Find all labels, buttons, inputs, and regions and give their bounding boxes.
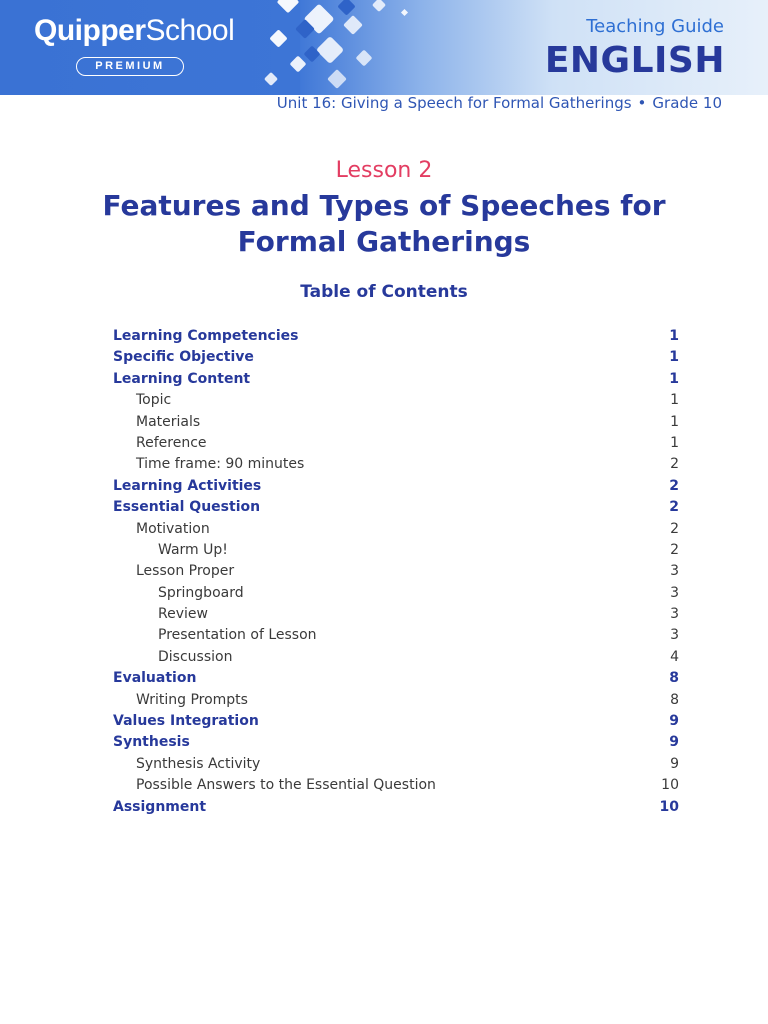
toc-entry-label: Warm Up! bbox=[158, 541, 228, 558]
page-header bbox=[0, 0, 768, 95]
toc-entry-page: 1 bbox=[670, 434, 679, 451]
toc-entry-page: 3 bbox=[670, 563, 679, 580]
toc-entry-label: Reference bbox=[136, 434, 207, 451]
toc-entry-page: 1 bbox=[669, 370, 679, 387]
subject-title: ENGLISH bbox=[544, 40, 725, 81]
toc-entry-label: Presentation of Lesson bbox=[158, 627, 317, 644]
toc-entry[interactable] bbox=[113, 690, 679, 711]
unit-grade-line bbox=[277, 94, 722, 112]
table-of-contents bbox=[113, 326, 679, 818]
toc-entry[interactable] bbox=[113, 775, 679, 796]
toc-entry-label: Assignment bbox=[113, 798, 207, 815]
toc-entry[interactable] bbox=[113, 668, 679, 689]
toc-entry[interactable] bbox=[113, 604, 679, 625]
toc-entry-label: Review bbox=[158, 606, 208, 623]
toc-entry-page: 2 bbox=[669, 477, 679, 494]
toc-entry-label: Topic bbox=[136, 392, 172, 409]
diamond-pattern-icon bbox=[262, 0, 422, 95]
toc-entry-page: 9 bbox=[670, 755, 679, 772]
toc-entry-page: 3 bbox=[670, 606, 679, 623]
toc-entry-page: 4 bbox=[670, 648, 679, 665]
toc-entry[interactable] bbox=[113, 497, 679, 518]
toc-entry[interactable] bbox=[113, 369, 679, 390]
toc-entry-page: 1 bbox=[669, 328, 679, 344]
toc-entry-page: 8 bbox=[670, 691, 679, 708]
toc-entry-page: 10 bbox=[661, 777, 679, 794]
toc-entry[interactable] bbox=[113, 561, 679, 582]
toc-entry[interactable] bbox=[113, 647, 679, 668]
toc-entry-label: Lesson Proper bbox=[136, 563, 235, 580]
toc-entry-label: Learning Competencies bbox=[113, 328, 299, 344]
toc-entry[interactable] bbox=[113, 732, 679, 753]
toc-entry[interactable] bbox=[113, 433, 679, 454]
unit-title: Unit 16: Giving a Speech for Formal Gatherings bbox=[276, 94, 632, 112]
toc-entry[interactable] bbox=[113, 754, 679, 775]
toc-entry-label: Evaluation bbox=[113, 670, 197, 687]
toc-entry-label: Discussion bbox=[158, 648, 233, 665]
toc-entry-page: 1 bbox=[669, 349, 679, 366]
quipper-school-logo bbox=[34, 14, 234, 48]
toc-entry-page: 1 bbox=[670, 413, 679, 430]
toc-entry-page: 2 bbox=[670, 520, 679, 537]
toc-entry[interactable] bbox=[113, 797, 679, 818]
toc-entry-page: 9 bbox=[669, 713, 679, 730]
premium-badge: PREMIUM bbox=[76, 57, 184, 76]
toc-entry-page: 9 bbox=[669, 734, 679, 751]
toc-entry-label: Synthesis bbox=[113, 734, 190, 751]
toc-entry-label: Learning Activities bbox=[113, 477, 262, 494]
teaching-guide-label: Teaching Guide bbox=[586, 16, 724, 37]
toc-entry[interactable] bbox=[113, 326, 679, 347]
toc-entry-page: 3 bbox=[670, 584, 679, 601]
toc-entry-page: 2 bbox=[670, 456, 679, 473]
toc-entry-page: 2 bbox=[669, 499, 679, 516]
toc-entry[interactable] bbox=[113, 390, 679, 411]
toc-entry-label: Motivation bbox=[136, 520, 210, 537]
toc-entry[interactable] bbox=[113, 347, 679, 368]
toc-entry-label: Possible Answers to the Essential Question bbox=[136, 777, 436, 794]
toc-entry-label: Specific Objective bbox=[113, 349, 254, 366]
toc-entry[interactable] bbox=[113, 540, 679, 561]
toc-entry-label: Learning Content bbox=[113, 370, 251, 387]
toc-entry-label: Time frame: 90 minutes bbox=[136, 456, 305, 473]
toc-entry-page: 3 bbox=[670, 627, 679, 644]
toc-entry[interactable] bbox=[113, 625, 679, 646]
toc-entry[interactable] bbox=[113, 519, 679, 540]
toc-entry[interactable] bbox=[113, 412, 679, 433]
toc-title: Table of Contents bbox=[300, 282, 468, 302]
lesson-number: Lesson 2 bbox=[335, 158, 433, 183]
toc-entry-label: Writing Prompts bbox=[136, 691, 248, 708]
toc-entry-label: Synthesis Activity bbox=[136, 755, 261, 772]
toc-entry-label: Values Integration bbox=[113, 713, 259, 730]
toc-entry-label: Materials bbox=[136, 413, 201, 430]
logo-brand-light: School bbox=[145, 14, 235, 47]
toc-entry-page: 2 bbox=[670, 541, 679, 558]
toc-entry[interactable] bbox=[113, 711, 679, 732]
toc-entry-label: Springboard bbox=[158, 584, 244, 601]
toc-entry[interactable] bbox=[113, 454, 679, 475]
unit-separator: • bbox=[637, 94, 647, 112]
toc-entry[interactable] bbox=[113, 583, 679, 604]
logo-brand-bold: Quipper bbox=[34, 14, 146, 47]
toc-entry-page: 8 bbox=[669, 670, 679, 687]
lesson-title: Features and Types of Speeches for Formal Gatherings bbox=[102, 189, 666, 258]
toc-entry-page: 1 bbox=[670, 392, 679, 409]
grade-label: Grade 10 bbox=[652, 94, 722, 112]
toc-entry[interactable] bbox=[113, 476, 679, 497]
toc-entry-page: 10 bbox=[659, 798, 679, 815]
toc-entry-label: Essential Question bbox=[113, 499, 261, 516]
